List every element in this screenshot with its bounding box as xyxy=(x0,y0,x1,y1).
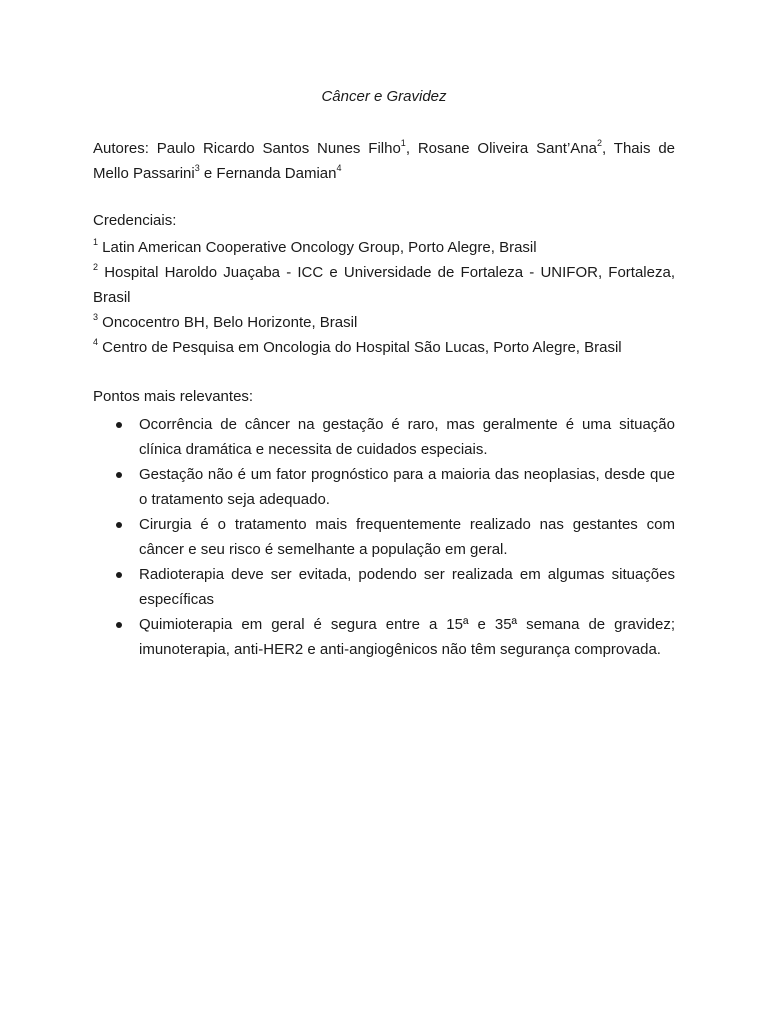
credential-item xyxy=(93,260,675,310)
credential-text: Latin American Cooperative Oncology Group, Porto Alegre, Brasil xyxy=(98,239,537,256)
bullet-icon xyxy=(116,572,122,578)
key-points-list xyxy=(139,412,675,662)
credentials-heading: Credenciais: xyxy=(93,212,177,229)
key-point-text: Radioterapia deve ser evitada, podendo ser realizada em algumas situações específicas xyxy=(139,566,675,608)
author-affiliation-number: 1 xyxy=(400,138,406,148)
key-point-text: Gestação não é um fator prognóstico para a maioria das neoplasias, desde que o tratamento seja adequado. xyxy=(139,466,675,508)
key-point-text: Cirurgia é o tratamento mais frequentemente realizado nas gestantes com câncer e seu risco é semelhante a população em geral. xyxy=(139,516,675,558)
credential-item xyxy=(93,335,675,360)
bullet-icon xyxy=(116,422,122,428)
author-separator: , xyxy=(602,140,614,157)
key-point-item xyxy=(139,612,675,662)
key-point-item xyxy=(139,562,675,612)
author-affiliation-number: 4 xyxy=(336,163,342,173)
key-point-item xyxy=(139,512,675,562)
author-separator: e xyxy=(199,165,217,182)
credential-number: 3 xyxy=(93,312,99,322)
author-affiliation-number: 2 xyxy=(597,138,603,148)
bullet-icon xyxy=(116,472,122,478)
author-name: Paulo Ricardo Santos Nunes Filho xyxy=(156,140,401,157)
authors-prefix: Autores: xyxy=(93,140,157,157)
author-name: Rosane Oliveira Sant’Ana xyxy=(417,140,597,157)
authors-paragraph xyxy=(93,136,675,186)
credential-item xyxy=(93,235,675,260)
document-title: Câncer e Gravidez xyxy=(321,88,447,105)
author-separator: , xyxy=(405,140,418,157)
bullet-icon xyxy=(116,622,122,628)
author-name: Fernanda Damian xyxy=(216,165,337,182)
key-point-item xyxy=(139,412,675,462)
credential-item xyxy=(93,310,675,335)
credential-text: Hospital Haroldo Juaçaba - ICC e Universidade de Fortaleza - UNIFOR, Fortaleza, Brasil xyxy=(93,264,675,306)
credentials-list xyxy=(93,235,675,360)
bullet-icon xyxy=(116,522,122,528)
credential-number: 4 xyxy=(93,337,99,347)
credential-text: Oncocentro BH, Belo Horizonte, Brasil xyxy=(98,314,358,331)
credential-text: Centro de Pesquisa em Oncologia do Hospital São Lucas, Porto Alegre, Brasil xyxy=(98,339,622,356)
key-points-heading: Pontos mais relevantes: xyxy=(93,388,254,405)
author-affiliation-number: 3 xyxy=(194,163,200,173)
key-point-text: Ocorrência de câncer na gestação é raro, mas geralmente é uma situação clínica dramática e necessita de cuidados especiais. xyxy=(139,416,675,458)
key-point-item xyxy=(139,462,675,512)
credential-number: 1 xyxy=(93,237,99,247)
key-point-text: Quimioterapia em geral é segura entre a 15ª e 35ª semana de gravidez; imunoterapia, anti-HER2 e anti-angiogênicos não têm segurança comprovada. xyxy=(139,616,675,658)
author-name: Thais de Mello Passarini xyxy=(93,140,676,182)
credential-number: 2 xyxy=(93,262,99,272)
